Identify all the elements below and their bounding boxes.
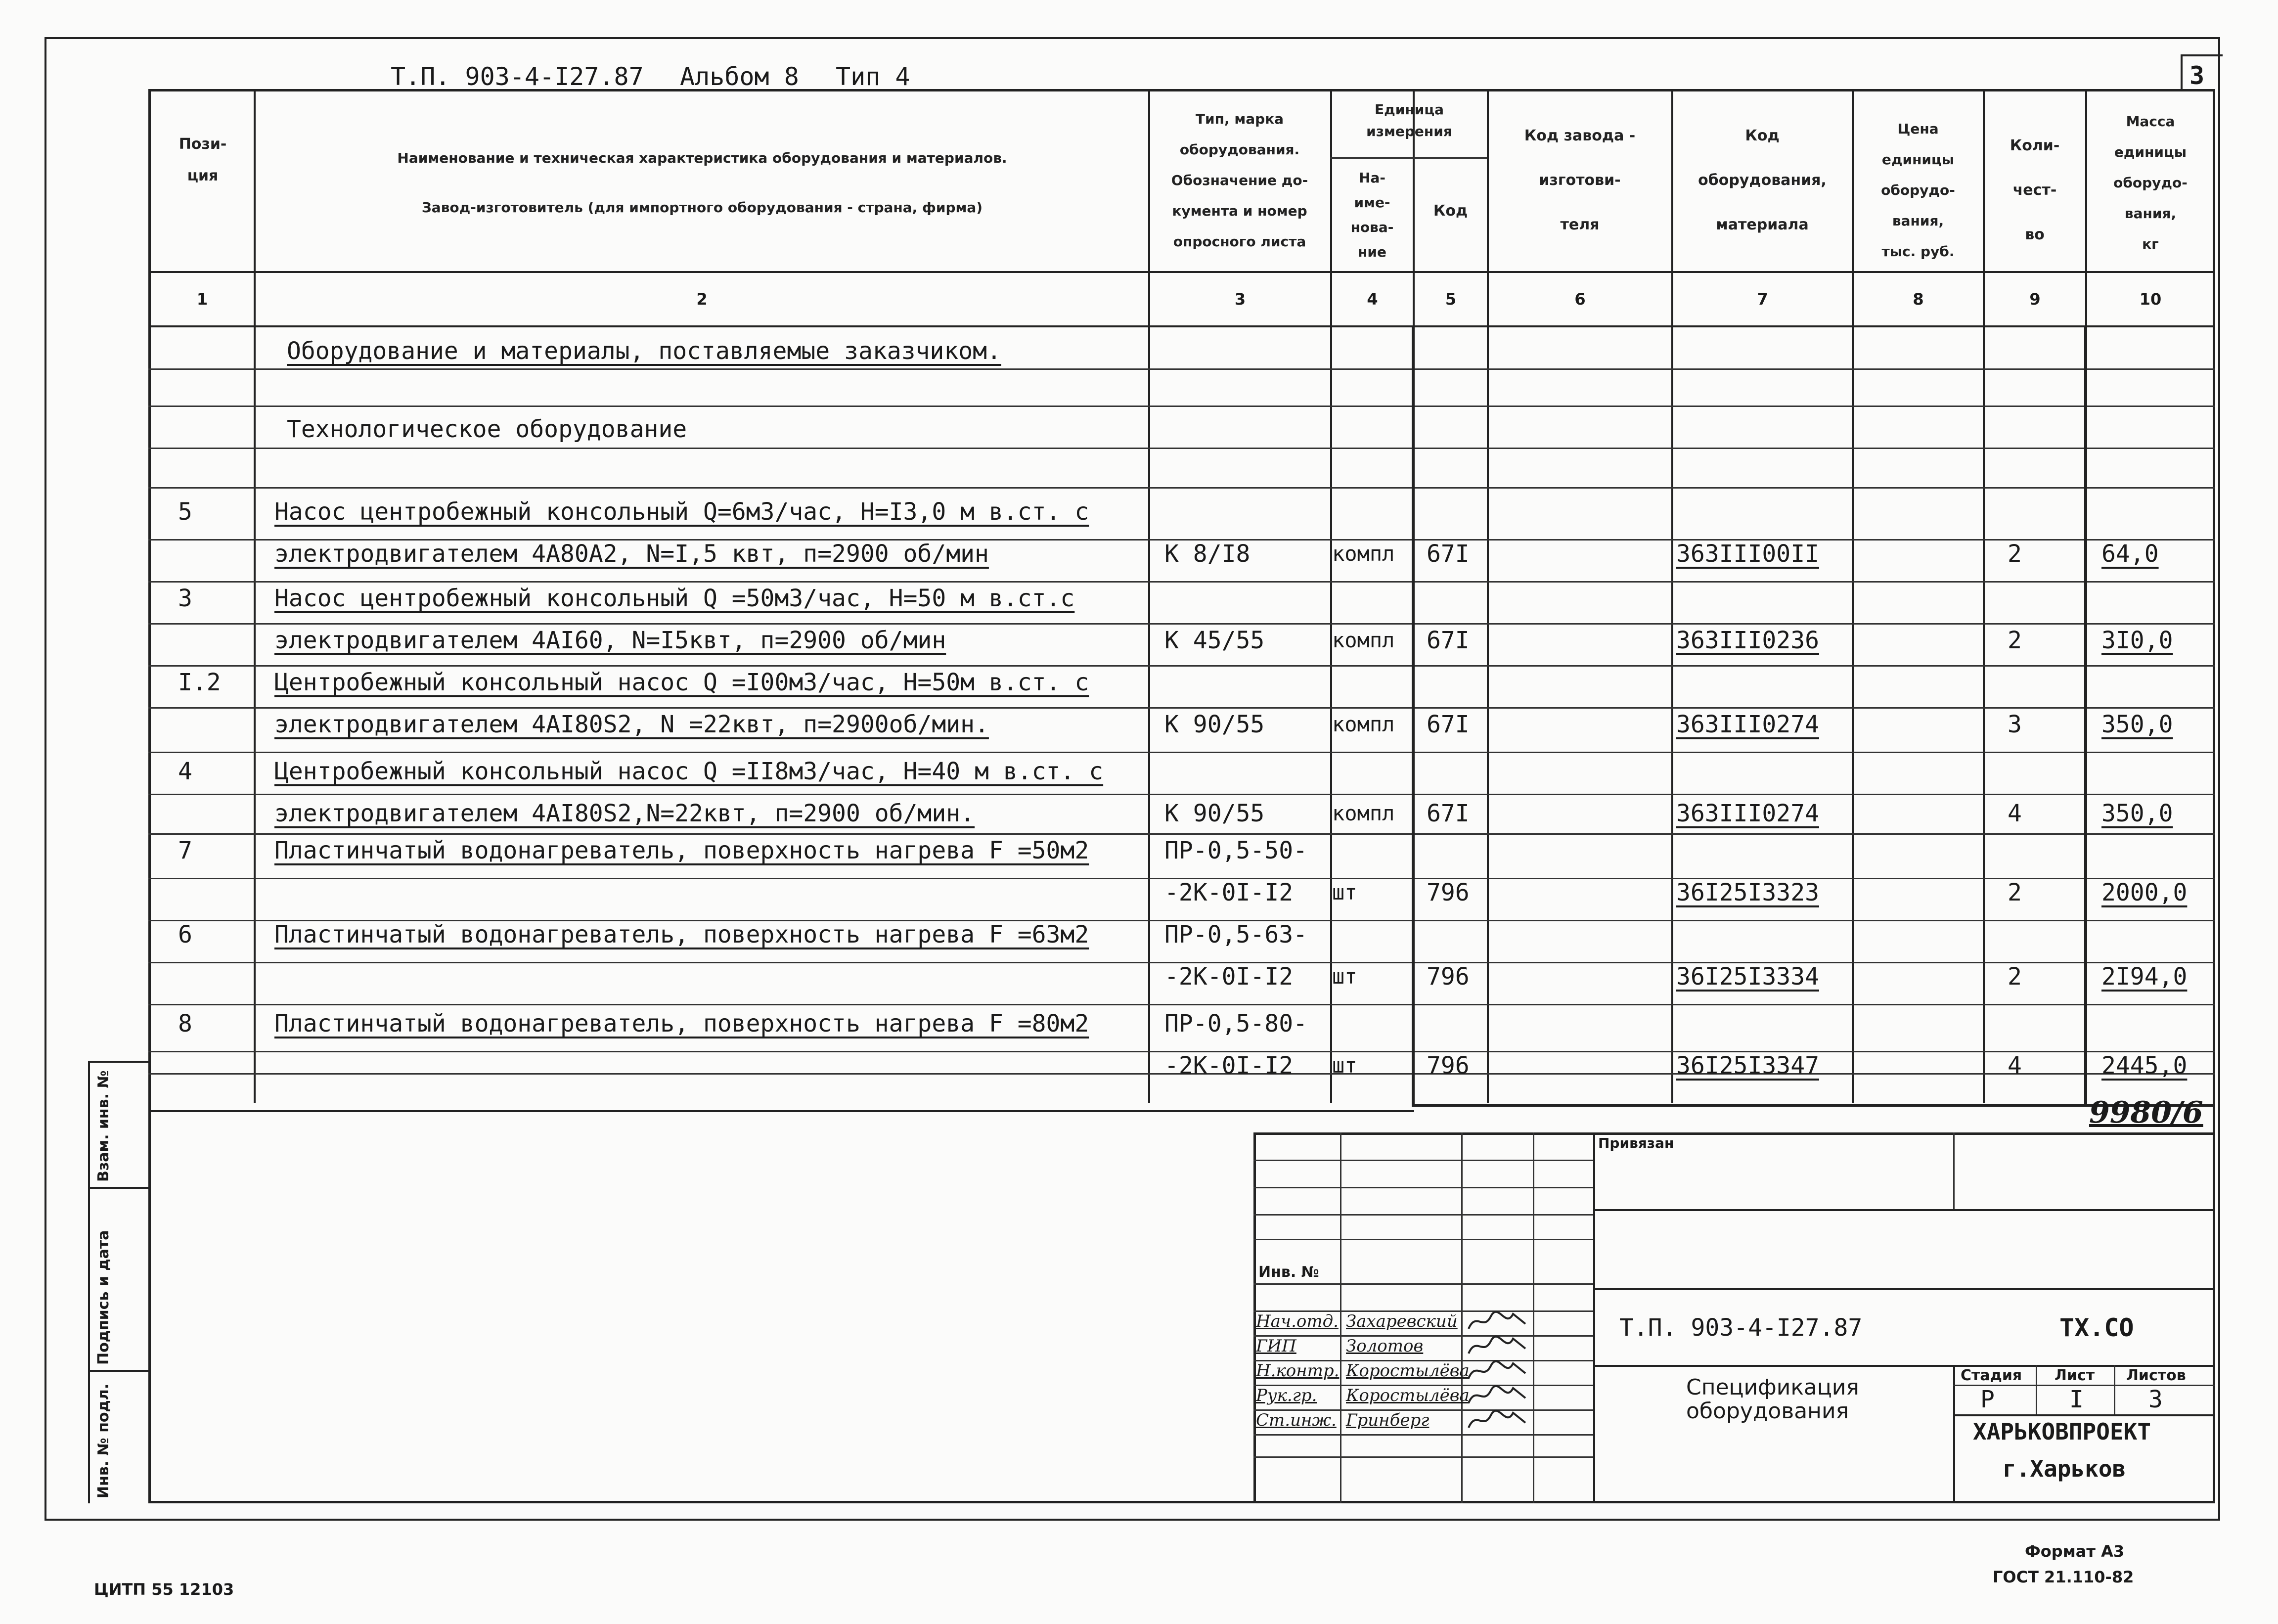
column-number: 7 [1757,290,1768,309]
header-bottom-line [148,271,2215,273]
item-unit: шт [1332,1053,1357,1078]
item-unit-code: 796 [1427,1052,1470,1080]
item-unit: компл [1332,801,1395,825]
item-type-line1: ПР-0,5-80- [1164,1010,1307,1038]
item-position: 5 [178,498,192,526]
item-type: К 45/55 [1164,627,1265,654]
row-separator [148,665,2215,667]
row-separator [148,623,2215,625]
tb-line [1593,1365,2215,1367]
type-label: Тип 4 [836,62,910,91]
item-type: К 8/I8 [1164,540,1251,568]
item-unit-code: 67I [1427,627,1470,654]
tb-sheets-label: Листов [2126,1367,2186,1384]
signatory-name: Гринберг [1346,1410,1429,1430]
item-mass: 3I0,0 [2101,627,2173,654]
item-mass: 2I94,0 [2101,963,2188,991]
privyazan-label: Привязан [1598,1135,1674,1151]
item-unit-code: 67I [1427,540,1470,568]
column-number: 9 [2029,290,2041,309]
item-name-line1: Центробежный консольный насос Q =II8м3/час, Н=40 м в.ст. с [274,758,1104,785]
tb-doc-code: Т.П. 903-4-I27.87 [1619,1314,1863,1342]
tb-line [1953,1132,1955,1209]
tb-city: г.Харьков [2003,1455,2126,1482]
column-number: 4 [1367,290,1378,309]
doc-code-header: Т.П. 903-4-I27.87 [391,62,644,91]
item-type: -2К-0I-I2 [1164,1052,1294,1080]
row-separator [148,448,2215,449]
item-name-line1: Насос центробежный консольный Q=6м3/час, Н=I3,0 м в.ст. с [274,498,1089,526]
item-equipment-code: 363III0274 [1676,800,1819,827]
item-equipment-code: 36I25I3323 [1676,879,1819,906]
signatory-role: Рук.гр. [1256,1386,1317,1405]
item-mass: 350,0 [2101,711,2173,738]
album-label: Альбом 8 [680,62,799,91]
item-unit-code: 67I [1427,711,1470,738]
item-name-line1: Насос центробежный консольный Q =50м3/час, Н=50 м в.ст.с [274,585,1075,612]
tb-line [2036,1365,2037,1414]
item-equipment-code: 36I25I3334 [1676,963,1819,991]
column-number: 6 [1574,290,1586,309]
item-quantity: 3 [2008,711,2022,738]
row-separator [148,487,2215,489]
row-separator [148,406,2215,407]
column-number: 1 [196,290,208,309]
sheet-number: 3 [2189,61,2205,90]
item-unit: компл [1332,628,1395,652]
archive-number: 9980/6 [2089,1095,2203,1130]
item-quantity: 4 [2008,1052,2022,1080]
tb-line [1953,1414,2215,1416]
column-number: 8 [1913,290,1924,309]
item-type: -2К-0I-I2 [1164,879,1294,906]
signatory-name: Коростылёва [1346,1361,1470,1381]
column-number: 5 [1445,290,1457,309]
header-col6: Код завода - изготови- теля [1524,127,1636,233]
tb-row-line [1253,1283,1593,1285]
item-type: -2К-0I-I2 [1164,963,1294,991]
item-name-line2: электродвигателем 4АI60, N=I5квт, п=2900 об/мин [274,627,946,654]
handwritten-signature [1466,1383,1530,1408]
item-unit: шт [1332,964,1357,989]
side-strip-sep [88,1187,150,1189]
item-unit-code: 67I [1427,800,1470,827]
item-position: 4 [178,758,192,785]
item-position: I.2 [178,669,221,696]
tb-line [1593,1288,2215,1290]
item-unit: компл [1332,541,1395,566]
item-quantity: 4 [2008,800,2022,827]
unit-group-line [1330,157,1487,159]
item-quantity: 2 [2008,879,2022,906]
side-strip-top [88,1061,150,1063]
item-type-line1: ПР-0,5-50- [1164,837,1307,864]
header-col3: Тип, марка оборудования. Обозначение до- кумента и номер опросного листа [1171,111,1308,250]
tb-row-line [1253,1335,1593,1337]
tb-row-line [1253,1456,1593,1458]
item-name-line1: Пластинчатый водонагреватель, поверхность нагрева F =80м2 [274,1010,1089,1038]
colnum-bottom-line [148,325,2215,327]
item-name-line1: Центробежный консольный насос Q =I00м3/час, Н=50м в.ст. с [274,669,1089,696]
item-name-line2: электродвигателем 4АI80S2,N=22квт, п=2900 об/мин. [274,800,975,827]
header-col9: Коли- чест- во [2010,137,2060,243]
item-quantity: 2 [2008,540,2022,568]
item-quantity: 2 [2008,963,2022,991]
tb-row-line [1253,1187,1593,1188]
column-number: 2 [696,290,708,309]
item-position: 8 [178,1010,192,1038]
column-number: 3 [1234,290,1246,309]
row-separator [148,1004,2215,1005]
row-separator [148,581,2215,583]
table-bottom-line [148,1110,1414,1112]
tb-title-line1: Спецификация [1686,1375,1859,1400]
col-line [254,89,256,1103]
signatory-name: Коростылёва [1346,1386,1470,1405]
footer-format: Формат А3 [2025,1542,2125,1561]
item-name-line2: электродвигателем 4А80А2, N=I,5 квт, п=2900 об/мин [274,540,989,568]
item-equipment-code: 36I25I3347 [1676,1052,1819,1080]
header-col1: Пози- ция [179,135,227,184]
item-type-line1: ПР-0,5-63- [1164,921,1307,948]
tb-line [2114,1365,2115,1414]
item-unit: компл [1332,712,1395,736]
row-separator [148,833,2215,835]
side-label-signature-date: Подпись и дата [95,1230,112,1365]
item-mass: 64,0 [2101,540,2159,568]
item-position: 3 [178,585,192,612]
handwritten-signature [1466,1358,1530,1383]
item-name-line1: Пластинчатый водонагреватель, поверхность нагрева F =50м2 [274,837,1089,864]
signatory-role: Нач.отд. [1256,1311,1339,1331]
item-unit-code: 796 [1427,879,1470,906]
item-equipment-code: 363III0236 [1676,627,1819,654]
tb-row-line [1253,1239,1593,1240]
signatory-role: Н.контр. [1256,1361,1340,1381]
footer-gost: ГОСТ 21.110-82 [1993,1568,2134,1586]
row-separator [148,368,2215,370]
item-quantity: 2 [2008,627,2022,654]
tb-line [1593,1209,2215,1211]
tb-stage: Р [1980,1386,1995,1413]
handwritten-signature [1466,1408,1530,1433]
item-type: К 90/55 [1164,711,1265,738]
item-mass: 2000,0 [2101,879,2188,906]
item-position: 7 [178,837,192,864]
item-equipment-code: 363III0274 [1676,711,1819,738]
section-supplied: Оборудование и материалы, поставляемые заказчиком. [287,337,1001,365]
side-label-vzam-inv: Взам. инв. № [95,1070,112,1182]
tb-stage-label: Стадия [1961,1367,2022,1384]
signatory-role: Ст.инж. [1256,1410,1337,1430]
section-tech: Технологическое оборудование [287,415,687,443]
row-separator [148,794,2215,795]
header-col4: На- име- нова- ние [1350,170,1394,260]
item-name-line2: электродвигателем 4АI80S2, N =22квт, п=2900об/мин. [274,711,989,738]
header-col2: Наименование и техническая характеристика оборудования и материалов. Завод-изготовитель (для импортного оборудования - страна, фирма) [397,150,1007,216]
inv-no-label: Инв. № [1258,1263,1319,1281]
side-strip-line [88,1061,90,1503]
item-unit: шт [1332,880,1357,904]
bold-col-line [1412,325,1415,1107]
side-strip-sep [88,1370,150,1372]
item-mass: 350,0 [2101,800,2173,827]
header-col7: Код оборудования, материала [1698,127,1827,233]
column-number: 10 [2139,290,2162,309]
tb-row-line [1253,1160,1593,1161]
tb-sheet: I [2069,1386,2084,1413]
bold-col-line [2084,325,2087,1107]
row-separator [148,707,2215,709]
tb-title-line2: оборудования [1686,1398,1849,1424]
tb-sheet-label: Лист [2055,1367,2095,1384]
item-name-line1: Пластинчатый водонагреватель, поверхность нагрева F =63м2 [274,921,1089,948]
handwritten-signature [1466,1309,1530,1334]
header-unit-group: Единица измерения [1366,101,1452,139]
header-col8: Цена единицы оборудо- вания, тыс. руб. [1881,121,1955,260]
signatory-name: Захаревский [1346,1311,1458,1331]
side-label-inv-podl: Инв. № подл. [95,1383,112,1498]
tb-line [1593,1132,1595,1503]
tb-sheets: 3 [2148,1386,2163,1413]
header-col10: Масса единицы оборудо- вания, кг [2113,113,2188,252]
signatory-role: ГИП [1256,1336,1296,1356]
tb-org: ХАРЬКОВПРОЕКТ [1973,1418,2151,1445]
tb-row-line [1253,1214,1593,1216]
item-type: К 90/55 [1164,800,1265,827]
tb-mark: ТХ.СО [2059,1313,2134,1342]
item-position: 6 [178,921,192,948]
sheet-number-box-left [2181,54,2183,91]
sheet-number-box-top [2181,54,2223,56]
item-unit-code: 796 [1427,963,1470,991]
row-separator [148,752,2215,753]
tb-row-line [1253,1434,1593,1436]
header-col5: Код [1433,202,1468,220]
item-mass: 2445,0 [2101,1052,2188,1080]
footer-citp: ЦИТП 55 12103 [94,1580,234,1599]
handwritten-signature [1466,1334,1530,1358]
item-equipment-code: 363III00II [1676,540,1819,568]
signatory-name: Золотов [1346,1336,1424,1356]
